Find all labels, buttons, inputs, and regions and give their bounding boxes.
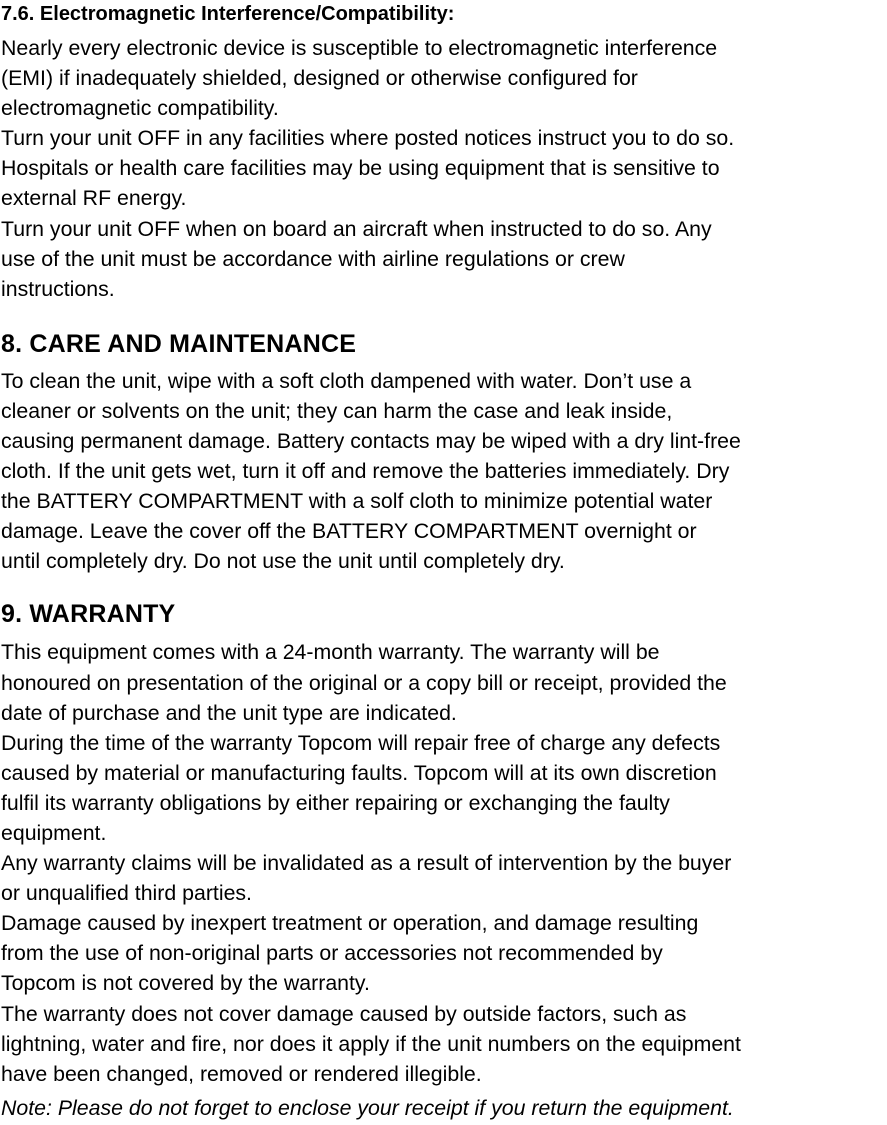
emi-line: Hospitals or health care facilities may be using equipment that is sensitive to	[1, 156, 720, 180]
warranty-line: fulfil its warranty obligations by either repairing or exchanging the faulty	[1, 791, 670, 815]
warranty-line: caused by material or manufacturing faults. Topcom will at its own discretion	[1, 761, 717, 785]
care-line: damage. Leave the cover off the BATTERY COMPARTMENT overnight or	[1, 519, 697, 543]
emi-line: use of the unit must be accordance with airline regulations or crew	[1, 247, 625, 271]
warranty-line: Damage caused by inexpert treatment or operation, and damage resulting	[1, 911, 699, 935]
warranty-line: The warranty does not cover damage caused by outside factors, such as	[1, 1002, 687, 1026]
emi-line: Turn your unit OFF in any facilities where posted notices instruct you to do so.	[1, 126, 735, 150]
emi-line: instructions.	[1, 277, 115, 301]
warranty-line: date of purchase and the unit type are indicated.	[1, 701, 457, 725]
care-heading: 8. CARE AND MAINTENANCE	[1, 330, 357, 358]
warranty-line: Any warranty claims will be invalidated as a result of intervention by the buyer	[1, 851, 732, 875]
care-line: the BATTERY COMPARTMENT with a solf cloth to minimize potential water	[1, 489, 713, 513]
warranty-line: honoured on presentation of the original or a copy bill or receipt, provided the	[1, 671, 727, 695]
emi-line: Nearly every electronic device is susceptible to electromagnetic interference	[1, 36, 718, 60]
warranty-line: have been changed, removed or rendered illegible.	[1, 1062, 482, 1086]
emi-line: Turn your unit OFF when on board an aircraft when instructed to do so. Any	[1, 217, 712, 241]
care-line: until completely dry. Do not use the unit until completely dry.	[1, 549, 565, 573]
care-line: To clean the unit, wipe with a soft cloth dampened with water. Don’t use a	[1, 369, 692, 393]
warranty-heading: 9. WARRANTY	[1, 600, 176, 628]
warranty-line: equipment.	[1, 821, 107, 845]
emi-heading: 7.6. Electromagnetic Interference/Compatibility:	[1, 3, 455, 25]
emi-line: electromagnetic compatibility.	[1, 96, 279, 120]
warranty-line: lightning, water and fire, nor does it apply if the unit numbers on the equipment	[1, 1032, 741, 1056]
warranty-line: This equipment comes with a 24-month warranty. The warranty will be	[1, 640, 660, 664]
emi-line: external RF energy.	[1, 186, 187, 210]
care-line: causing permanent damage. Battery contacts may be wiped with a dry lint-free	[1, 429, 741, 453]
warranty-line: During the time of the warranty Topcom will repair free of charge any defects	[1, 731, 721, 755]
emi-line: (EMI) if inadequately shielded, designed or otherwise configured for	[1, 66, 638, 90]
warranty-line: or unqualified third parties.	[1, 881, 252, 905]
warranty-line: Topcom is not covered by the warranty.	[1, 971, 370, 995]
care-line: cleaner or solvents on the unit; they can harm the case and leak inside,	[1, 399, 673, 423]
warranty-note: Note: Please do not forget to enclose your receipt if you return the equipment.	[1, 1096, 734, 1120]
warranty-line: from the use of non-original parts or accessories not recommended by	[1, 941, 663, 965]
care-line: cloth. If the unit gets wet, turn it off and remove the batteries immediately. Dry	[1, 459, 730, 483]
